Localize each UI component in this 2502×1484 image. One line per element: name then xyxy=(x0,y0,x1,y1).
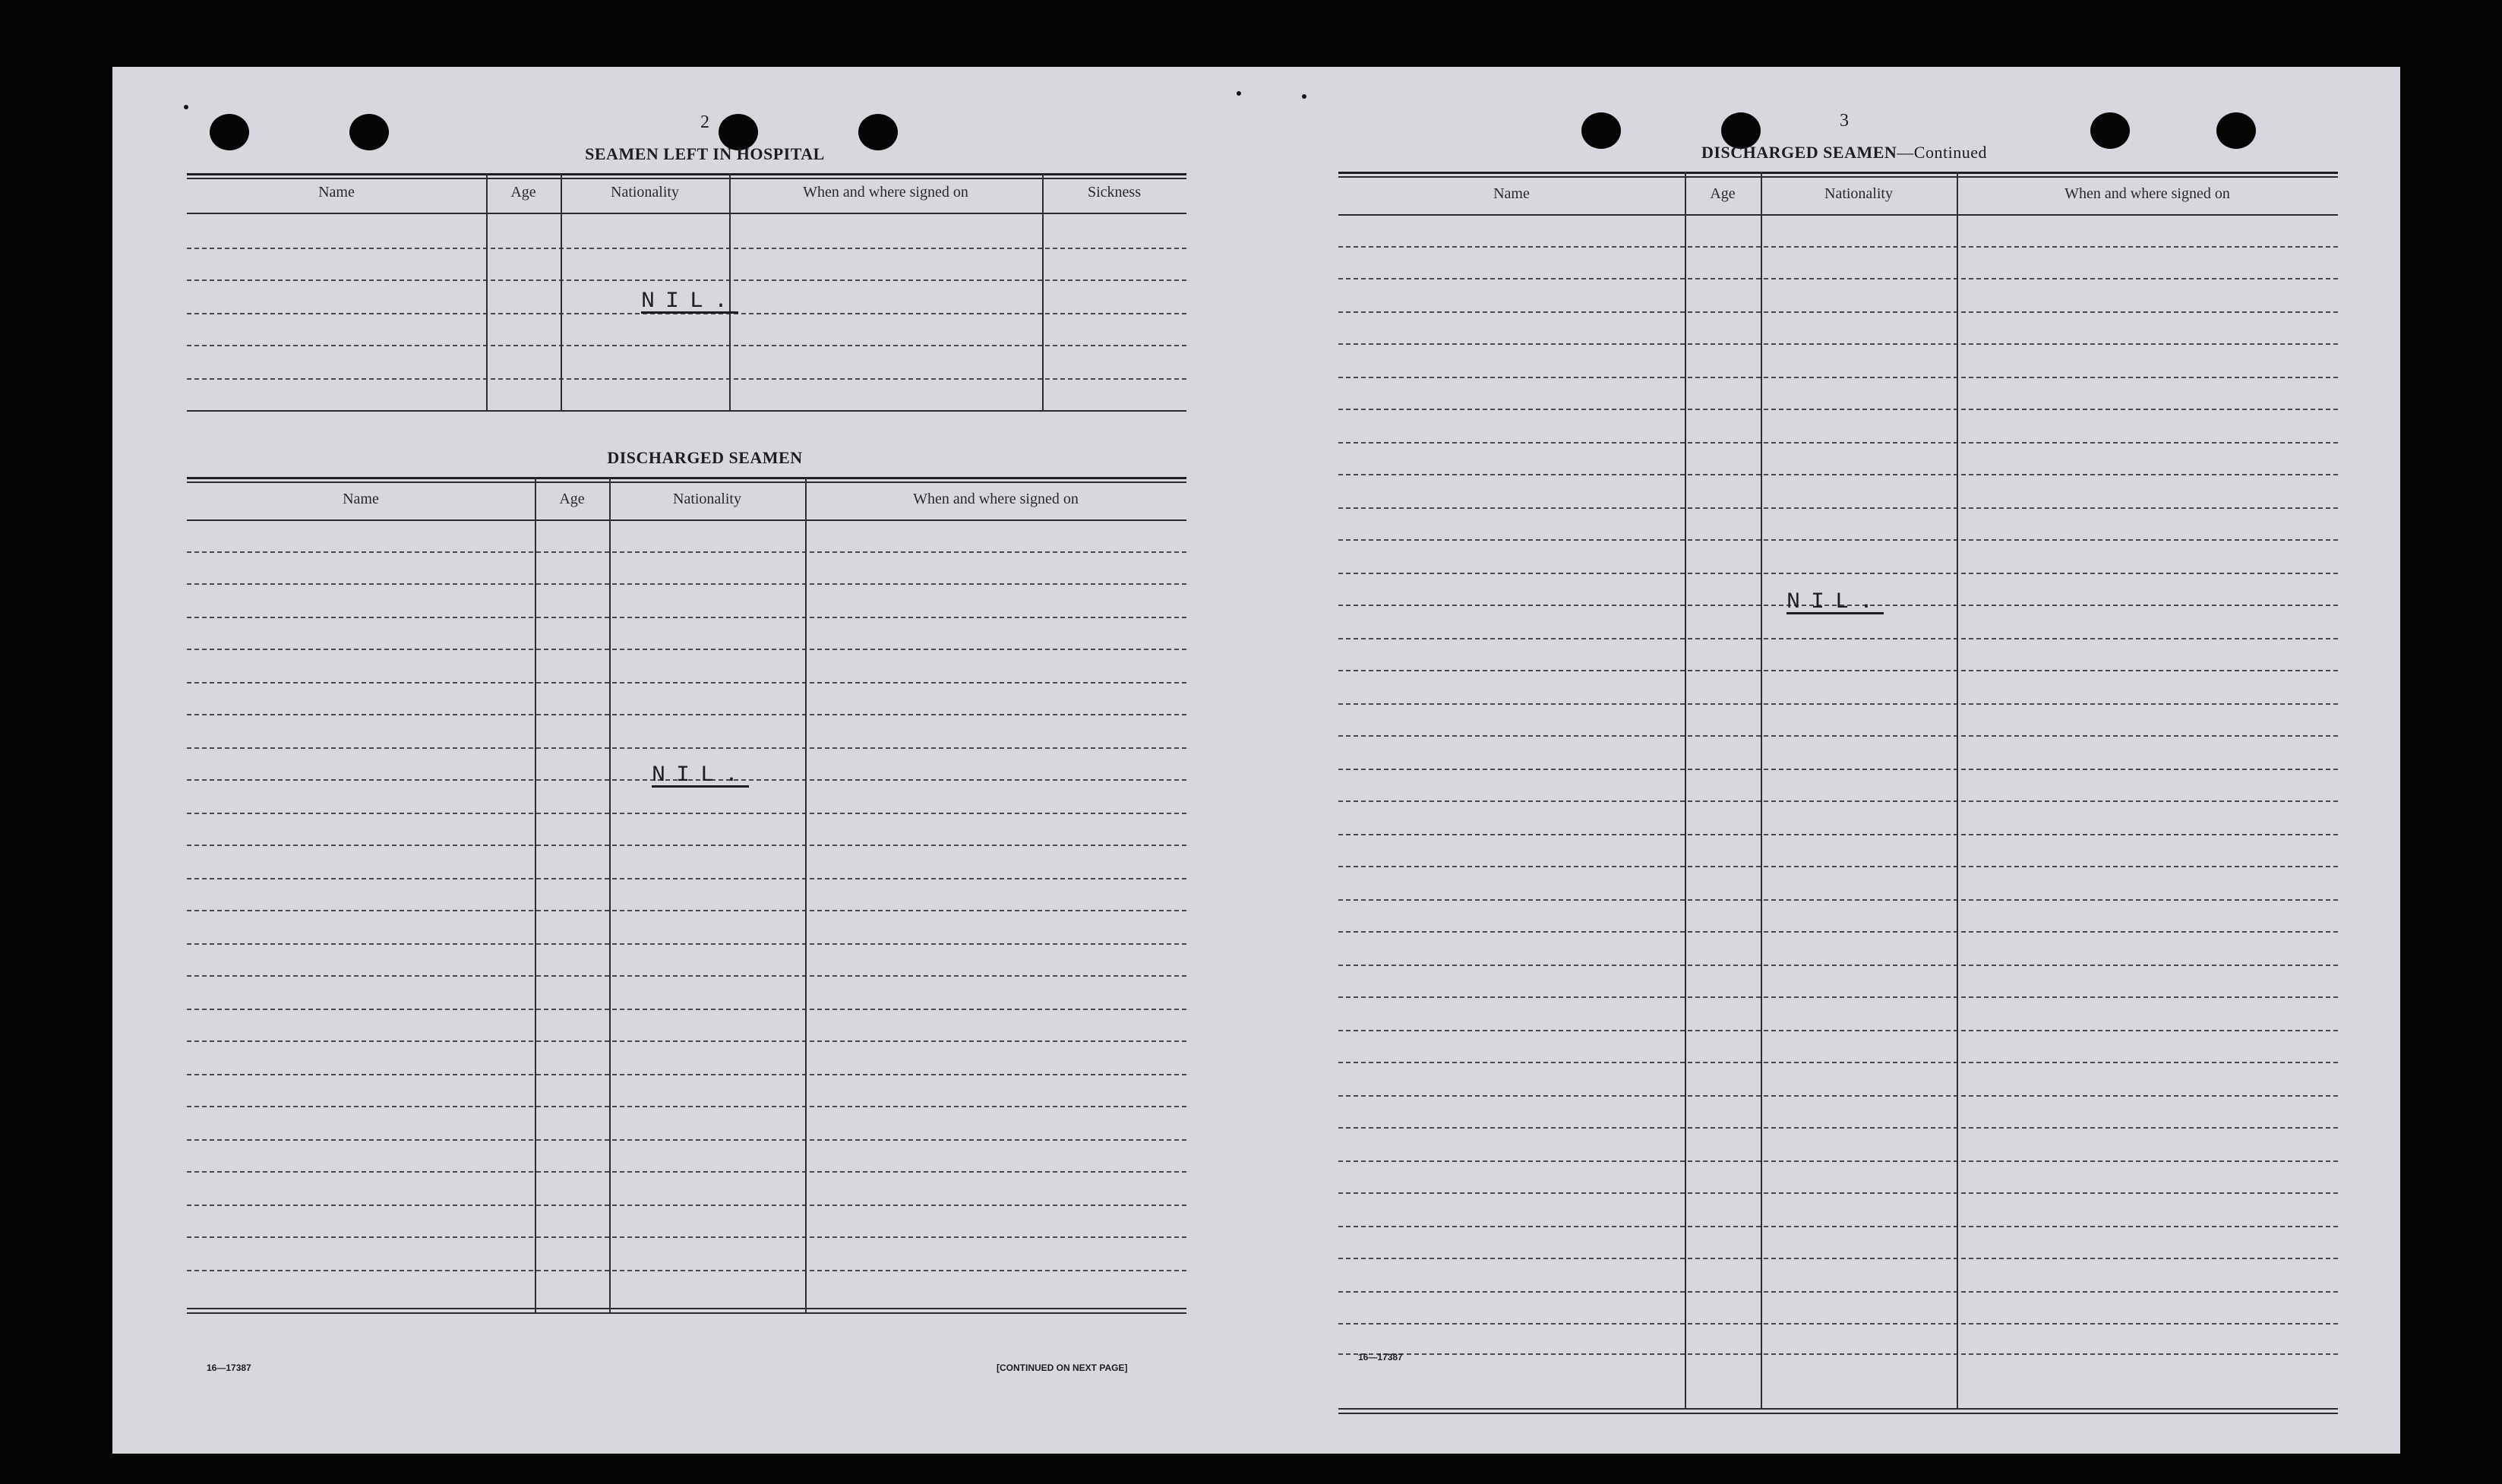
nil-entry xyxy=(641,289,738,314)
discharged-section-title: DISCHARGED SEAMEN xyxy=(607,448,803,467)
nil-text: NIL. xyxy=(652,763,750,788)
column-header: When and where signed on xyxy=(803,184,968,200)
column-header: Name xyxy=(343,491,379,507)
column-header: Name xyxy=(1493,185,1530,202)
column-header: Age xyxy=(1710,185,1736,202)
column-header: Sickness xyxy=(1088,184,1141,200)
page-number: 3 xyxy=(1840,111,1849,131)
title-main: DISCHARGED SEAMEN xyxy=(1701,143,1897,162)
form-number: 16—17387 xyxy=(207,1362,251,1373)
column-header: Name xyxy=(318,184,355,200)
document-sheet xyxy=(112,67,2400,1454)
page-number: 2 xyxy=(700,112,709,132)
nil-text: NIL. xyxy=(1786,589,1884,615)
nil-entry xyxy=(1786,589,1884,615)
nil-entry xyxy=(652,763,749,788)
column-header: Nationality xyxy=(1824,185,1893,202)
left-page xyxy=(112,67,1252,1454)
right-page xyxy=(1252,67,2400,1454)
column-header: When and where signed on xyxy=(913,491,1079,507)
discharged-continued-title xyxy=(1677,143,2011,163)
form-number: 16—17387 xyxy=(1358,1352,1403,1362)
column-header: Age xyxy=(510,184,536,200)
column-header: When and where signed on xyxy=(2064,185,2230,202)
hospital-section-title: SEAMEN LEFT IN HOSPITAL xyxy=(585,144,825,163)
nil-text: NIL. xyxy=(641,289,739,314)
column-header: Age xyxy=(559,491,585,507)
title-suffix: —Continued xyxy=(1897,143,1987,162)
hospital-table xyxy=(187,173,1186,495)
discharged-table xyxy=(187,477,1186,1422)
column-header: Nationality xyxy=(673,491,741,507)
column-header: Nationality xyxy=(611,184,679,200)
discharged-continued-table xyxy=(1338,172,2338,1413)
continued-note: [CONTINUED ON NEXT PAGE] xyxy=(997,1362,1128,1373)
